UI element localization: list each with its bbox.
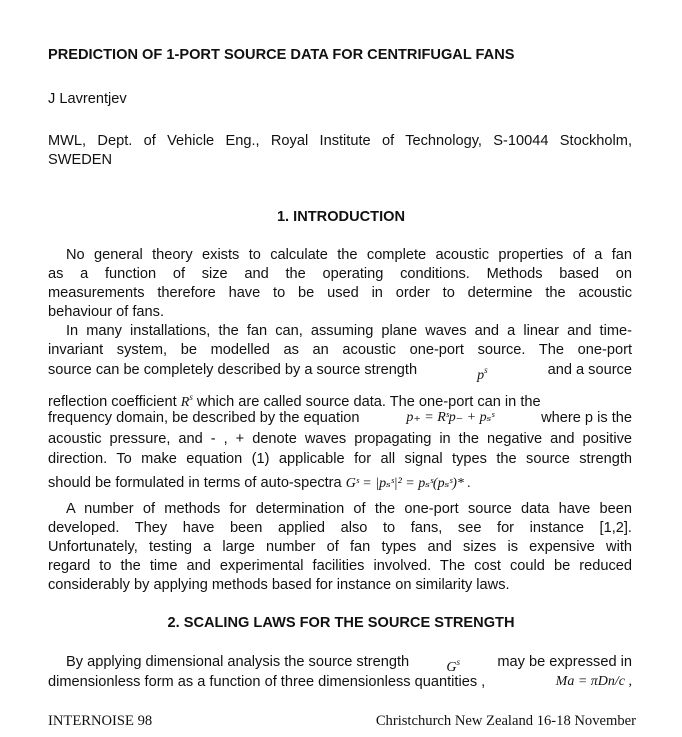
p2-line-1: In many installations, the fan can, assuming plane waves and a linear and time- — [66, 323, 632, 339]
p2-line-6: acoustic pressure, and - , + denote waves propagating in the negative and positive — [48, 431, 632, 447]
affiliation-line-2: SWEDEN — [48, 152, 113, 168]
p2-line-4-text-a: reflection coefficient — [48, 393, 177, 410]
one-port-equation: p₊ = Rˢp₋ + pₛˢ — [406, 410, 495, 425]
p1-line-2: as a function of size and the operating conditions. Methods based on — [48, 266, 632, 282]
auto-spectra-equation: Gˢ = |pₛˢ|² = pₛˢ(pₛˢ)* . — [345, 476, 471, 491]
p2-line-2: invariant system, be modelled as an acoustic one-port source. The one-port — [48, 342, 632, 358]
footer-conference: INTERNOISE 98 — [48, 713, 153, 729]
p2-line-3-text-b: and a source — [547, 362, 632, 378]
p3-line-2: developed. They have been applied also to fans, see for instance [1,2]. — [48, 520, 632, 536]
author: J Lavrentjev — [48, 91, 127, 107]
p2-line-3-text-a: source can be completely described by a source strength — [48, 362, 418, 378]
affiliation-line-1: MWL, Dept. of Vehicle Eng., Royal Institute of Technology, S-10044 Stockholm, — [48, 133, 632, 149]
p1-line-4: behaviour of fans. — [48, 304, 165, 320]
s2-line-2-text: dimensionless form as a function of three dimensionless quantities , — [48, 674, 486, 690]
reflection-coefficient-symbol: R — [180, 394, 190, 410]
p2-line-8-text: should be formulated in terms of auto-spectra — [48, 475, 342, 491]
p2-line-7: direction. To make equation (1) applicable for all signal types the source strength — [48, 451, 632, 467]
p1-line-1: No general theory exists to calculate the complete acoustic properties of a fan — [66, 247, 632, 263]
s2-line-1-text-a: By applying dimensional analysis the source strength — [66, 654, 410, 670]
section-1-heading: 1. INTRODUCTION — [276, 209, 406, 225]
source-strength-symbol: $p^s$ — [477, 365, 488, 383]
s2-line-2 — [48, 673, 632, 691]
p2-line-3 — [48, 361, 632, 385]
source-strength-G: $G^s$ — [446, 657, 461, 675]
p2-line-5-text-a: frequency domain, be described by the equation — [48, 410, 360, 426]
p3-line-3: Unfortunately, testing a large number of fan types and sizes is expensive with — [48, 539, 632, 555]
p2-line-4-text-b: which are called source data. The one-port can in the — [196, 393, 541, 410]
s2-line-1-text-b: may be expressed in — [497, 654, 632, 670]
p1-line-3: measurements therefore have to be used in order to determine the acoustic — [48, 285, 632, 301]
p2-line-8 — [48, 474, 471, 493]
p2-line-5-text-b: where p is the — [541, 410, 632, 426]
p3-line-5: considerably by applying methods based for instance on similarity laws. — [48, 577, 510, 593]
paper-title: PREDICTION OF 1-PORT SOURCE DATA FOR CENTRIFUGAL FANS — [48, 47, 515, 63]
p3-line-4: regard to the time and experimental facilities involved. The cost could be reduced — [48, 558, 632, 574]
p3-line-1: A number of methods for determination of the one-port source data have been — [66, 501, 632, 517]
section-2-heading: 2. SCALING LAWS FOR THE SOURCE STRENGTH — [167, 615, 515, 631]
mach-number-equation: Ma = πDn/c , — [555, 674, 632, 689]
p2-line-5 — [48, 409, 632, 427]
reflection-coefficient-sup: s — [189, 392, 193, 402]
footer-location-date: Christchurch New Zealand 16-18 November — [375, 713, 636, 729]
